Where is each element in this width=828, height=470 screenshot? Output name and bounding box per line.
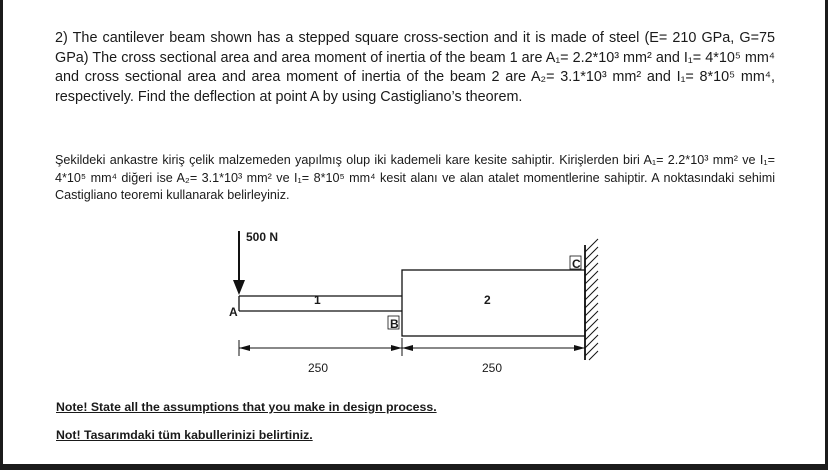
problem-statement-tr: Şekildeki ankastre kiriş çelik malzemeden yapılmış olup iki kademeli kare kesite sahiptir. Kirişlerden biri A₁= 2.2*10³ mm² ve I₁= 4*10⁵ mm⁴ diğeri ise A₂= 3.1*10³ mm² ve I₁= 8*10⁵ mm⁴ kesit alanı ve alan atalet momentlerine sahiptir. A noktasındaki sehimi Castigliano teoremi kullanarak belirleyiniz. xyxy=(55,153,775,202)
point-b-label: B xyxy=(390,317,399,331)
load-arrow xyxy=(233,231,245,295)
dimension-label-2: 250 xyxy=(482,361,503,375)
note-tr: Not! Tasarımdaki tüm kabullerinizi belirtiniz. xyxy=(56,428,313,442)
dimension-line-2 xyxy=(402,345,585,351)
problem-statement-en: 2) The cantilever beam shown has a stepped square cross-section and it is made of steel (E= 210 GPa, G=75 GPa) The cross sectional area and area moment of inertia of the beam 1 are A₁= 2.2*10³ mm² and I₁= 4*10⁵ mm⁴ and cross sectional area and area moment of inertia of the beam 2 are A₂= 3.1*10³ mm² and I₁= 8*10⁵ mm⁴, respectively. Find the deflection at point A by using Castigliano’s theorem. xyxy=(55,30,775,105)
point-a-label: A xyxy=(229,305,238,319)
fixed-wall-support xyxy=(585,239,598,360)
dimension-line-1 xyxy=(239,345,402,351)
load-label: 500 N xyxy=(246,230,279,244)
dimension-label-1: 250 xyxy=(308,361,329,375)
point-c-label: C xyxy=(572,257,581,271)
beam-2-label: 2 xyxy=(484,293,491,307)
note-en: Note! State all the assumptions that you make in design process. xyxy=(56,400,437,414)
beam-1-label: 1 xyxy=(314,293,321,307)
beam-2 xyxy=(402,270,585,336)
